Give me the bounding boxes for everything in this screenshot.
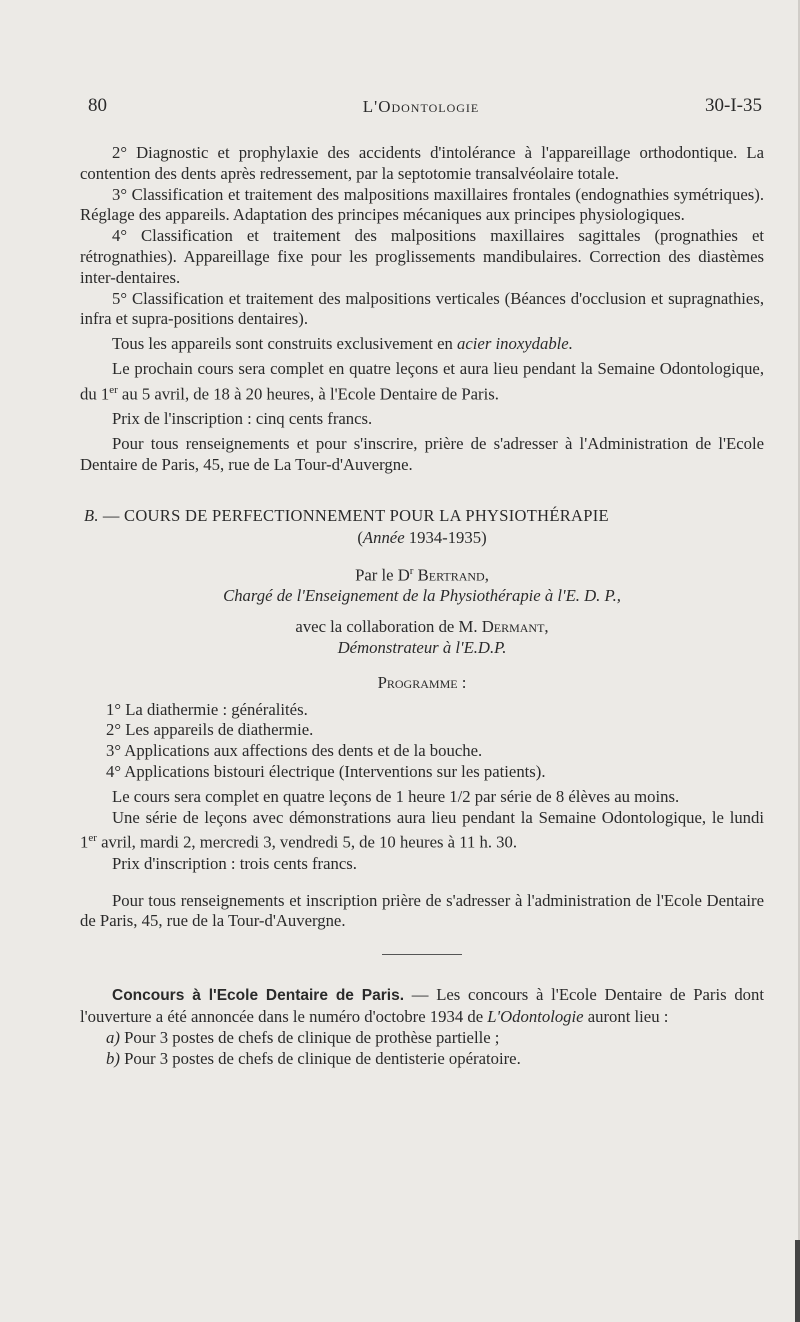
course-item-3: 3° Classification et traitement des malpositions maxillaires frontales (endognathies symétriques). Réglage des appareils. Adaptation des principes mécaniques aux principes physiologiques. [80,184,764,225]
section-b-year: (Année 1934-1935) [357,528,487,548]
cours-complet: Le cours sera complet en quatre leçons de 1 heure 1/2 par série de 8 élèves au moins. [112,786,680,806]
concours-paragraph [80,985,764,1028]
programme-item-2: 2° Les appareils de diathermie. [106,720,314,740]
concours-item-b [80,1049,764,1070]
concours-list [80,1028,764,1070]
instructor-prefix: Par le D [355,565,410,585]
renseignements-b: Pour tous renseignements et inscription prière de s'adresser à l'administration de l'Ecole Dentaire de Paris, 45, rue de la Tour-d'Auvergne. [80,890,764,931]
programme-list [80,700,764,783]
collaborator-prefix: avec la collaboration de M. [295,617,478,637]
prix-inscription-a: Prix de l'inscription : cinq cents francs. [112,409,373,429]
collaborator-role [80,638,764,659]
instructor-role [80,586,764,607]
journal-title: L'Odontologie [362,97,480,116]
prix-inscription-b: Prix d'inscription : trois cents francs. [112,853,357,873]
item-a-text: Pour 3 postes de chefs de clinique de prothèse partielle ; [124,1027,500,1047]
collaborator-name: Dermant, [481,617,549,637]
concours-title: Concours à l'Ecole Dentaire de Paris. [112,987,405,1005]
course-item-5: 5° Classification et traitement des malpositions verticales (Béances d'occlusion et supragnathies, infra et supra-positions dentaires). [80,288,764,329]
appareils-paragraph [80,334,764,355]
year-label: Année [362,528,405,548]
appareils-text: Tous les appareils sont construits exclusivement en [112,334,453,354]
collaborator-role-text: Démonstrateur à l'E.D.P. [337,638,507,658]
section-b-letter: B. [84,505,99,525]
renseignements-a: Pour tous renseignements et pour s'inscrire, prière de s'adresser à l'Administration de l'Ecole Dentaire de Paris, 45, rue de La Tour-d'Auvergne. [80,433,764,474]
section-b-heading [80,506,764,527]
programme-heading: Programme : [377,672,467,692]
instructor-role-text: Chargé de l'Enseignement de la Physiothérapie à l'E. D. P., [223,586,621,606]
programme-item-1: 1° La diathermie : généralités. [106,699,308,719]
running-header [80,95,762,123]
appareils-material: acier inoxydable. [457,334,573,354]
concours-journal: L'Odontologie [487,1006,584,1026]
serie-lecons [80,808,764,854]
serie-text-end: avril, mardi 2, mercredi 3, vendredi 5, de 10 heures à 11 h. 30. [96,833,518,852]
collaborator-line [80,617,764,638]
item-a-label: a) [106,1027,120,1047]
serie-superscript: er [88,832,97,845]
section-divider [382,954,462,955]
concours-item-a [80,1028,764,1049]
issue-date: 30-I-35 [705,95,762,116]
page-number: 80 [88,95,107,116]
instructor-line [80,561,764,586]
concours-text-end: auront lieu : [583,1006,669,1026]
programme-item-3: 3° Applications aux affections des dents et de la bouche. [106,741,483,761]
section-b-title: — COURS DE PERFECTIONNEMENT POUR LA PHYSIOTHÉRAPIE [102,505,609,525]
course-item-2: 2° Diagnostic et prophylaxie des accidents d'intolérance à l'appareillage orthodontique. La contention des dents après redressement, par la septotomie transalvéolaire totale. [80,143,764,183]
concours-text-start: — Les concours à l'Ecole Dentaire de Paris dont l'ouverture a été annoncée dans le numéro d'octobre 1934 de [80,985,765,1026]
year-value: 1934-1935 [408,528,482,548]
prochain-text-end: au 5 avril, de 18 à 20 heures, à l'Ecole Dentaire de Paris. [117,384,499,404]
prochain-cours-paragraph [80,359,764,405]
item-b-text: Pour 3 postes de chefs de clinique de dentisterie opératoire. [124,1048,521,1068]
page-body [80,143,764,1069]
instructor-name: Bertrand, [417,565,489,585]
doctor-superscript: r [409,565,414,578]
programme-item-4: 4° Applications bistouri électrique (Interventions sur les patients). [106,762,546,782]
course-item-4: 4° Classification et traitement des malpositions maxillaires sagittales (prognathies et rétrognathies). Appareillage fixe pour les proglissements mandibulaires. Correction des diastèmes inter-dentaires. [80,226,764,287]
prochain-text-start: Le prochain cours sera complet en quatre leçons et aura lieu pendant la Semaine Odontologique, du 1 [80,358,764,404]
prochain-superscript: er [109,383,118,396]
page-edge-mark [795,1240,800,1322]
serie-text-start: Une série de leçons avec démonstrations aura lieu pendant la Semaine Odontologique, le lundi 1 [80,807,764,852]
item-b-label: b) [106,1048,120,1068]
